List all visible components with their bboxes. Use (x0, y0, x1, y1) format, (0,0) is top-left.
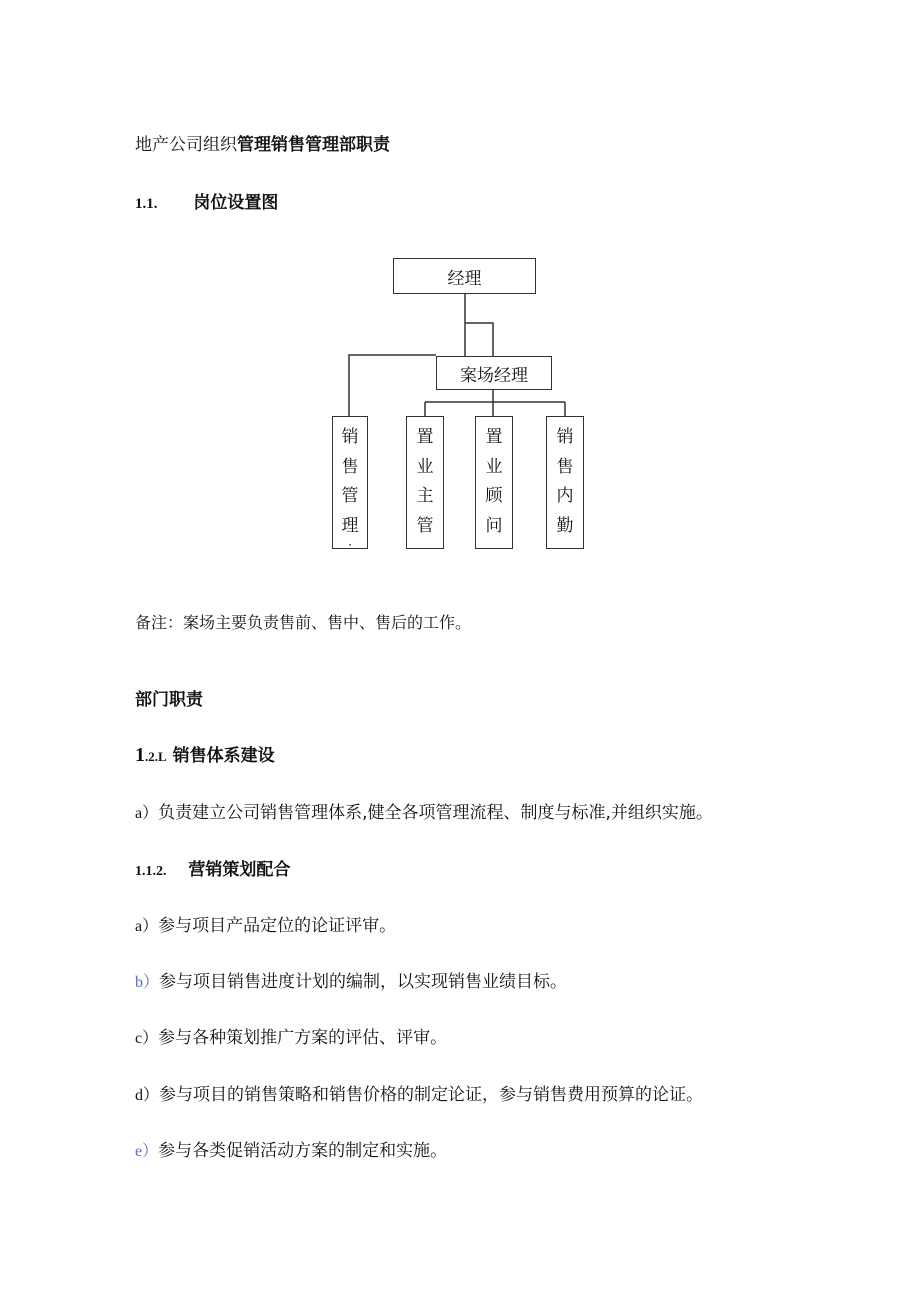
list-item (135, 1023, 447, 1048)
org-chart-connectors (0, 0, 920, 600)
section-label: 销售体系建设 (172, 746, 275, 766)
section-label: 营销策划配合 (188, 860, 291, 880)
org-box-manager-label: 经理 (447, 268, 482, 289)
org-char: 问 (485, 515, 503, 536)
list-text: 参与各种策划推广方案的评估、评审。 (158, 1028, 448, 1048)
org-char: 售 (341, 456, 359, 477)
list-item (135, 798, 713, 823)
list-item (135, 967, 567, 992)
title-plain: 地产公司组织 (135, 135, 237, 155)
org-box-sales-management (332, 416, 368, 549)
section-number-small: .2.L (145, 749, 167, 764)
list-marker: a） (135, 805, 159, 822)
org-box-property-consultant (475, 416, 513, 549)
org-box-sales-assistant (546, 416, 584, 549)
section-label: 岗位设置图 (193, 193, 279, 213)
section-heading-1-1-2 (135, 855, 290, 880)
org-char: 销 (556, 427, 574, 447)
org-char: · (348, 538, 352, 549)
org-char: 置 (485, 427, 503, 447)
org-chart-note: 备注：案场主要负责售前、售中、售后的工作。 (135, 613, 472, 632)
list-marker: c） (135, 1030, 159, 1047)
org-char: 置 (416, 427, 434, 447)
list-item (135, 1080, 703, 1105)
dept-heading: 部门职责 (135, 690, 203, 710)
org-box-site-manager (436, 356, 552, 390)
list-text: 参与各类促销活动方案的制定和实施。 (158, 1141, 448, 1161)
org-char: 内 (556, 486, 574, 506)
list-marker: a） (135, 918, 159, 935)
list-text: 参与项目的销售策略和销售价格的制定论证，参与销售费用预算的论证。 (159, 1085, 704, 1105)
title-bold: 管理销售管理部职责 (237, 135, 390, 155)
list-marker: e） (135, 1143, 159, 1160)
org-char: 顾 (485, 486, 503, 506)
org-char: 售 (556, 456, 574, 477)
list-item (135, 1136, 447, 1161)
section-number: 1.1.2. (135, 864, 167, 879)
list-text: 负责建立公司销售管理体系,健全各项管理流程、制度与标准,并组织实施。 (158, 803, 713, 823)
section-number: 1.1. (135, 196, 158, 212)
org-char: 管 (416, 515, 434, 536)
list-marker: b） (135, 974, 160, 991)
list-text: 参与项目产品定位的论证评审。 (158, 916, 397, 936)
org-char: 销 (341, 427, 359, 447)
org-char: 业 (485, 456, 503, 477)
org-char: 主 (416, 486, 434, 506)
org-box-site-manager-label: 案场经理 (460, 365, 528, 386)
org-char: 业 (416, 456, 434, 477)
list-marker: d） (135, 1087, 160, 1104)
list-text: 参与项目销售进度计划的编制，以实现销售业绩目标。 (159, 972, 568, 992)
org-box-manager (393, 258, 536, 294)
org-box-property-supervisor (406, 416, 444, 549)
section-number-big: 1 (135, 744, 145, 766)
org-char: 理 (341, 515, 359, 536)
list-item (135, 911, 396, 936)
section-heading-1-2 (135, 741, 275, 767)
org-char: 勤 (556, 515, 574, 536)
org-char: 管 (341, 486, 359, 506)
